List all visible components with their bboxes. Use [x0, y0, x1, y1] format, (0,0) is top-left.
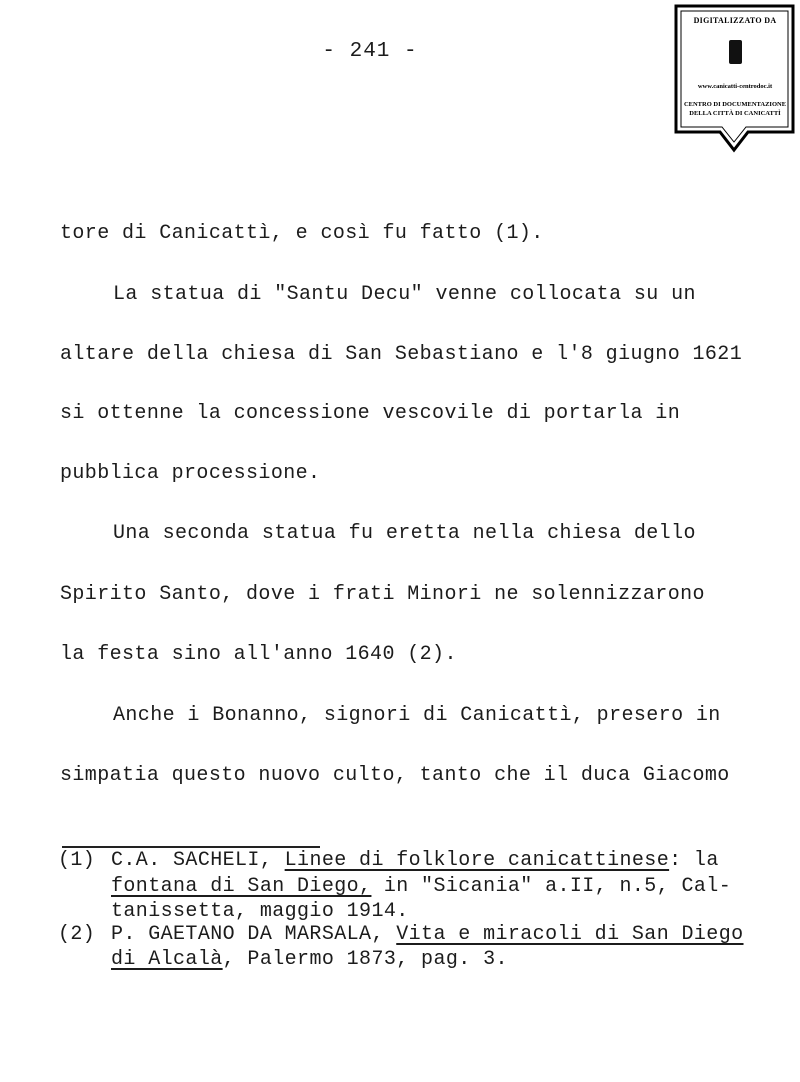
body-line: Spirito Santo, dove i frati Minori ne solennizzarono [60, 583, 705, 606]
page-number: - 241 - [322, 40, 418, 63]
footnote-line: tanissetta, maggio 1914. [111, 900, 409, 923]
footnote-title: Vita e miracoli di San Diego [396, 923, 744, 946]
body-line: tore di Canicattì, e così fu fatto (1). [60, 222, 544, 245]
body-line: La statua di "Santu Decu" venne collocata su un [113, 283, 696, 306]
footnote-title: Linee di folklore canicattinese [284, 849, 670, 872]
footnote-title: fontana di San Diego, [111, 875, 372, 898]
digitization-stamp [674, 4, 795, 154]
footnote-line [111, 849, 719, 872]
stamp-title: DIGITALIZZATO DA [693, 16, 777, 25]
footnote-marker: (1) [58, 849, 96, 872]
body-line: si ottenne la concessione vescovile di portarla in [60, 402, 681, 425]
footnote-text: : la [669, 849, 719, 872]
footnote-line [111, 948, 508, 971]
stamp-org-line2: DELLA CITTÀ DI CANICATTÌ [689, 110, 781, 118]
footnote-text: , Palermo 1873, pag. 3. [222, 948, 508, 971]
footnote-author: C.A. SACHELI, [111, 849, 285, 872]
stamp-org-line1: CENTRO DI DOCUMENTAZIONE [683, 101, 787, 108]
footnote-line [111, 923, 744, 946]
footnote-author: P. GAETANO DA MARSALA, [111, 923, 397, 946]
body-line: Una seconda statua fu eretta nella chiesa dello [113, 522, 696, 545]
footnote-marker: (2) [58, 923, 96, 946]
stamp-url: www.canicatti-centrodoc.it [697, 83, 773, 90]
coat-of-arms-icon [729, 40, 742, 64]
body-line: Anche i Bonanno, signori di Canicattì, presero in [113, 704, 721, 727]
footnote-line [111, 875, 731, 898]
body-line: la festa sino all'anno 1640 (2). [60, 643, 457, 666]
body-line: simpatia questo nuovo culto, tanto che il duca Giacomo [60, 764, 730, 787]
footnote-title: di Alcalà [111, 948, 223, 971]
body-line: pubblica processione. [60, 462, 321, 485]
stamp-organization [680, 100, 790, 119]
stamp-shield-frame [674, 4, 795, 154]
body-line: altare della chiesa di San Sebastiano e l'8 giugno 1621 [60, 343, 743, 366]
footnote-text: in "Sicania" a.II, n.5, Cal- [371, 875, 732, 898]
footnote-divider [62, 846, 320, 848]
